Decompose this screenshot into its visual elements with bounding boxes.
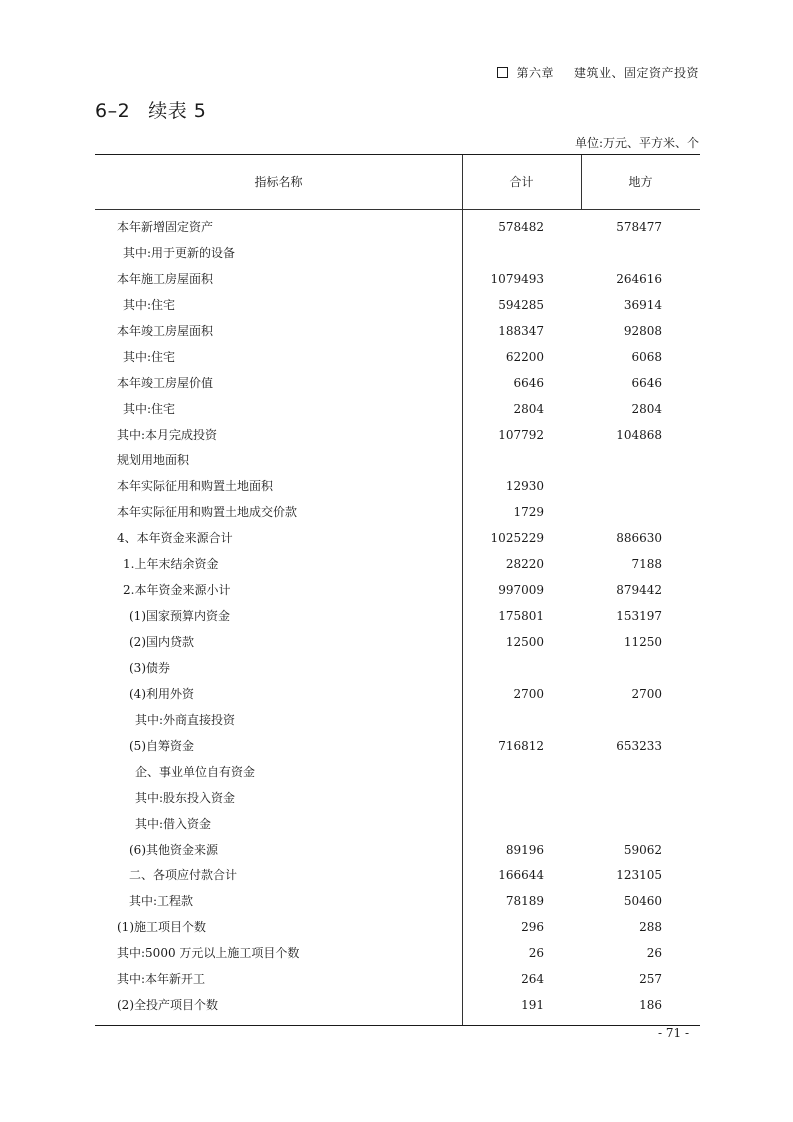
row-total-value: 1079493 [490,271,544,286]
table-header-row [95,155,700,210]
unit-label: 单位:万元、平方米、个 [574,136,699,150]
table-row [95,708,700,734]
row-total-value: 716812 [498,738,544,753]
row-indicator-name: 其中:住宅 [123,349,176,364]
row-indicator-name: 2.本年资金来源小计 [123,583,231,598]
header-local: 地方 [628,175,653,189]
row-local-value: 6068 [631,349,662,364]
row-total-value: 264 [521,972,544,987]
row-total-value: 175801 [498,609,544,624]
table-row [95,630,700,656]
row-total-value: 2700 [513,686,544,701]
table-title-text: 续表 5 [148,100,207,122]
row-total-value: 6646 [513,375,544,390]
row-local-value: 653233 [616,738,662,753]
table-body [95,215,700,1019]
row-total-value: 997009 [498,583,544,598]
table-row [95,267,700,293]
table-title [95,96,206,123]
table-row [95,293,700,319]
row-local-value: 6646 [631,375,662,390]
table-row [95,474,700,500]
row-local-value: 123105 [616,868,662,883]
row-total-value: 578482 [498,220,544,234]
table-row [95,448,700,474]
header-total: 合计 [509,175,534,189]
row-indicator-name: 规划用地面积 [117,453,190,468]
row-total-value: 1729 [513,505,544,520]
square-bullet-icon [497,67,508,78]
row-indicator-name: (3)债券 [129,660,170,675]
row-local-value: 50460 [623,894,662,909]
row-indicator-name: (1)施工项目个数 [117,920,206,935]
row-total-value: 166644 [498,868,544,883]
row-total-value: 12930 [505,479,544,494]
row-indicator-name: 其中:外商直接投资 [135,712,236,727]
row-local-value: 26 [646,946,662,961]
row-indicator-name: 其中:住宅 [123,297,176,312]
row-indicator-name: 4、本年资金来源合计 [117,531,233,546]
table-row [95,423,700,449]
row-indicator-name: (1)国家预算内资金 [129,609,230,624]
row-total-value: 89196 [505,842,544,857]
table-row [95,578,700,604]
row-indicator-name: 1.上年末结余资金 [123,557,219,572]
row-local-value: 879442 [616,583,662,598]
chapter-section: 建筑业、固定资产投资 [573,66,699,80]
row-indicator-name: 其中:工程款 [129,894,194,909]
table-row [95,838,700,864]
row-total-value: 1025229 [490,531,544,546]
row-local-value: 264616 [616,271,662,286]
row-indicator-name: (2)国内贷款 [129,635,194,649]
row-total-value: 62200 [505,349,544,364]
table-row [95,734,700,760]
table-row [95,319,700,345]
table-row [95,656,700,682]
row-total-value: 594285 [498,297,544,312]
row-local-value: 257 [639,972,662,987]
row-local-value: 886630 [616,531,662,546]
row-indicator-name: 本年实际征用和购置土地面积 [117,479,274,494]
table-number: 6–2 [95,100,131,122]
table-row [95,760,700,786]
table-row [95,967,700,993]
row-local-value: 104868 [616,427,662,442]
row-indicator-name: 企、事业单位自有资金 [135,764,256,779]
row-indicator-name: 其中:住宅 [123,401,176,416]
row-local-value: 11250 [623,635,662,649]
row-local-value: 153197 [616,609,662,624]
row-local-value: 288 [639,920,662,935]
table-row [95,552,700,578]
chapter-header [497,64,699,81]
row-indicator-name: 二、各项应付款合计 [129,868,238,883]
header-indicator-name: 指标名称 [254,175,303,189]
table-row [95,345,700,371]
table-row [95,915,700,941]
row-local-value: 578477 [616,220,662,234]
row-total-value: 2804 [513,401,544,416]
row-indicator-name: 本年实际征用和购置土地成交价款 [117,505,298,520]
row-indicator-name: (6)其他资金来源 [129,842,218,857]
table-row [95,397,700,423]
row-indicator-name: 本年施工房屋面积 [117,271,214,286]
row-indicator-name: (4)利用外资 [129,686,194,701]
row-indicator-name: 其中:股东投入资金 [135,790,236,805]
table-row [95,786,700,812]
data-table [95,154,700,1026]
row-local-value: 186 [639,998,662,1013]
row-indicator-name: 其中:本月完成投资 [117,427,218,442]
row-total-value: 296 [521,920,544,935]
row-indicator-name: 其中:5000 万元以上施工项目个数 [117,946,300,961]
row-local-value: 7188 [631,557,662,572]
row-total-value: 28220 [505,557,544,572]
row-indicator-name: 本年新增固定资产 [117,220,214,234]
table-row [95,682,700,708]
table-row [95,500,700,526]
row-local-value: 36914 [623,297,662,312]
row-total-value: 191 [521,998,544,1013]
row-indicator-name: 其中:用于更新的设备 [123,245,236,260]
row-total-value: 107792 [498,427,544,442]
row-total-value: 12500 [505,635,544,649]
row-indicator-name: (2)全投产项目个数 [117,998,218,1013]
row-indicator-name: 其中:借入资金 [135,816,212,831]
row-indicator-name: 本年竣工房屋价值 [117,375,214,390]
row-total-value: 188347 [498,323,544,338]
table-row [95,863,700,889]
row-local-value: 92808 [623,323,662,338]
table-row [95,371,700,397]
row-indicator-name: 其中:本年新开工 [117,972,206,987]
row-total-value: 26 [528,946,544,961]
table-row [95,941,700,967]
chapter-label: 第六章 [516,66,554,80]
row-indicator-name: 本年竣工房屋面积 [117,323,214,338]
table-row [95,526,700,552]
row-indicator-name: (5)自筹资金 [129,738,194,753]
table-row [95,889,700,915]
row-local-value: 2700 [631,686,662,701]
page-number: - 71 - [657,1026,689,1040]
table-row [95,241,700,267]
table-row [95,993,700,1019]
row-local-value: 59062 [623,842,662,857]
table-row [95,215,700,241]
table-row [95,604,700,630]
table-row [95,812,700,838]
row-total-value: 78189 [505,894,544,909]
row-local-value: 2804 [631,401,662,416]
